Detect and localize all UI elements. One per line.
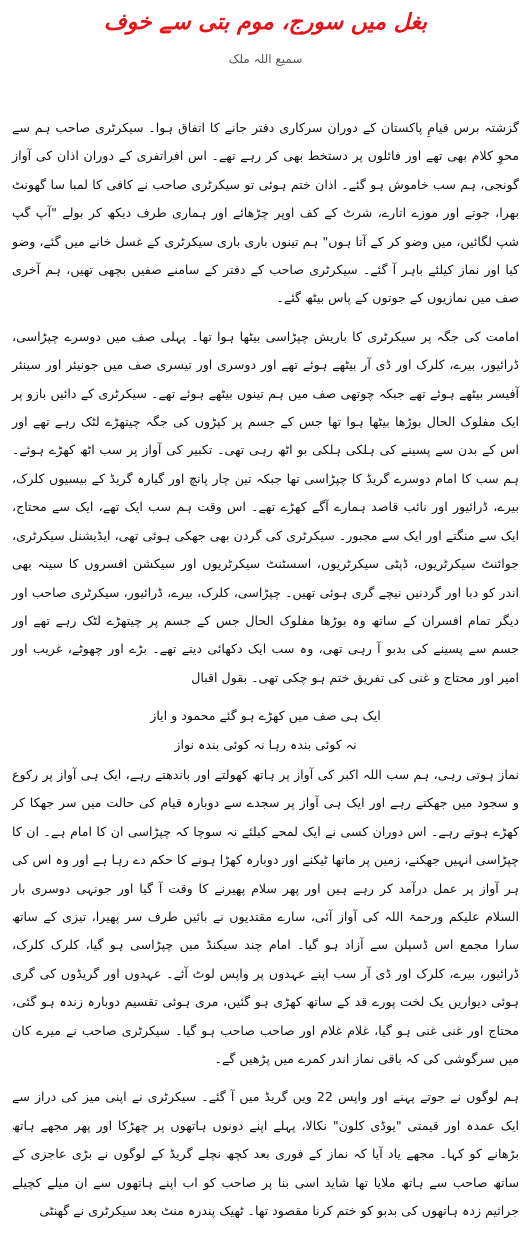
paragraph-3: نماز ہوتی رہی، ہم سب اللہ اکبر کی آواز پر ہاتھ کھولتے اور باندھتے رہے، ایک ہی آواز پر رکوع و سجود میں جھکتے رہے اور ایک ہی آواز پر سجدے سے دوبارہ قیام کی حالت میں سر جھکا کر کھڑے ہوتے رہے۔ اس دوران کسی نے ایک لمحے کیلئے نہ سوچا کہ چپڑاسی ان کا امام ہے۔ ان کا چپڑاسی انہیں جھکنے، زمین پر ماتھا ٹیکنے اور دوبارہ کھڑا ہونے کا حکم دے رہا ہے اور وہ اس کی ہر آواز پر عمل درآمد کر رہے ہیں اور پھر سلام پھیرنے کا وقت آ گیا اور جونہی دوسری بار السلام علیکم ورحمۃ اللہ کی آواز آئی، سارے مقتدیوں نے بائیں طرف سر پھیرا، تیزی کے ساتھ سارا مجمع اس ڈسپلن سے آزاد ہو گیا۔ امام چند سیکنڈ میں چپڑاسی ہو گیا، کلرک کلرک، ڈرائیور، بیرے، کلرک اور ڈی آر سب اپنے عہدوں پر واپس لوٹ آئے۔ عہدوں اور گریڈوں کی گری ہوئی دیواریں یک لخت پورے قد کے ساتھ کھڑی ہو گئیں، مری ہوئی تقسیم دوبارہ زندہ ہو گئی، محتاج اور غنی غنی ہو گیا، غلام غلام اور صاحب صاحب ہو گیا۔ سیکرٹری صاحب نے میرے کان میں سرگوشی کی کہ باقی نماز اندر کمرے میں پڑھیں گے۔ [12,766,520,1066]
paragraph-1: گزشتہ برس قیامِ پاکستان کے دوران سرکاری دفتر جانے کا اتفاق ہوا۔ سیکرٹری صاحب ہم سے محوِ کلام بھی تھے اور فائلوں پر دستخط بھی کر رہے تھے۔ اس افراتفری کے دوران اذان کی آواز گونجی، ہم سب خاموش ہو گئے۔ اذان ختم ہوئی تو سیکرٹری صاحب نے کافی کا لمبا سا گھونٹ بھرا، جوتے اور موزے اتارے، شرٹ کے کف اوپر چڑھائے اور ہماری طرف دیکھ کر بولے "آپ گپ شپ لگائیں، میں وضو کر کے آتا ہوں" ہم تینوں باری باری سیکرٹری کے غسل خانے میں گئے، وضو کیا اور نماز کیلئے باہر آ گئے۔ سیکرٹری صاحب کے دفتر کے سامنے صفیں بچھی تھیں، ہم آخری صف میں نمازیوں کے جوتوں کے پاس بیٹھ گئے۔ [12,120,519,306]
article-body [12,114,519,1225]
verse-line-2: نہ کوئی بندہ رہا نہ کوئی بندہ نواز [174,736,357,752]
article-title: بغل میں سورج، موم بتی سے خوف [103,10,428,35]
author-byline: سمیع اللہ ملک [228,52,303,66]
paragraph-2: امامت کی جگہ پر سیکرٹری کا باریش چپڑاسی بیٹھا ہوا تھا۔ پہلی صف میں دوسرے چپڑاسی، ڈرائیور، بیرے، کلرک اور ڈی آر بیٹھے ہوئے تھے اور دوسری اور تیسری صف میں جونیئر اور سینئر آفیسر بیٹھے ہوئے تھے جبکہ چوتھی صف میں ہم تینوں بیٹھے ہوئے تھے۔ سیکرٹری کے دائیں بازو پر ایک مفلوک الحال بوڑھا بیٹھا ہوا تھا جس کے جسم پر کپڑوں کی جگہ چیتھڑے لٹک رہے تھے اور اس کے بدن سے پسینے کی ہلکی ہلکی بو اٹھ رہی تھی۔ تکبیر کی آواز پر سب اٹھ کھڑے ہوئے۔ ہم سب کا امام دوسرے گریڈ کا چپڑاسی تھا جبکہ تین چار پانچ اور گیارہ گریڈ کے بیسیوں کلرک، بیرے، ڈرائیور اور نائب قاصد ہمارے آگے کھڑے تھے۔ اس وقت ہم سب ایک تھے، ایک سے محتاج، ایک سے منگتے اور ایک سے مجبور۔ سیکرٹری کی گردن بھی جھکی ہوئی تھی، ایڈیشنل سیکرٹری، جوائنٹ سیکرٹریوں، ڈپٹی سیکرٹریوں، اسسٹنٹ سیکرٹریوں اور سیکشن افسروں کا سینہ بھی اندر کو دبا اور گردنیں نیچے گری ہوئی تھیں۔ چپڑاسی، کلرک، بیرے، ڈرائیور، سیکرٹری صاحب اور دیگر تمام افسران کے ساتھ وہ بوڑھا مفلوک الحال جس کے جسم پر چیتھڑے لٹک رہے تھے اور جسم سے پسینے کی بدبو آ رہی تھی، وہ سب ایک دکھائی دیتے تھے۔ بڑے اور چھوٹے، غریب اور امیر اور محتاج و غنی کی تفریق ختم ہو چکی تھی۔ بقول اقبال [12,328,519,685]
verse-line-1: ایک ہی صف میں کھڑے ہو گئے محمود و ایاز [150,708,381,724]
verse-block [12,702,519,759]
paragraph-4: ہم لوگوں نے جوتے پہنے اور واپس 22 ویں گریڈ میں آ گئے۔ سیکرٹری نے اپنی میز کی دراز سے ایک عمدہ اور قیمتی "یوڈی کلون" نکالا، پہلے اپنے دونوں ہاتھوں پر چھڑکا اور پھر مجھے ہاتھ بڑھانے کو کہا۔ مجھے یاد آیا کہ نماز کے فوری بعد کچھ نچلے گریڈ کے لوگوں نے بڑی عاجزی کے ساتھ صاحب سے ہاتھ ملایا تھا شاید اسی بنا پر صاحب کو اب اپنے ہاتھوں سے ان میلے کچیلے جراثیم زدہ ہاتھوں کی بدبو کو ختم کرنا مقصود تھا۔ ٹھیک پندرہ منٹ بعد سیکرٹری نے گھنٹی [12,1089,519,1219]
